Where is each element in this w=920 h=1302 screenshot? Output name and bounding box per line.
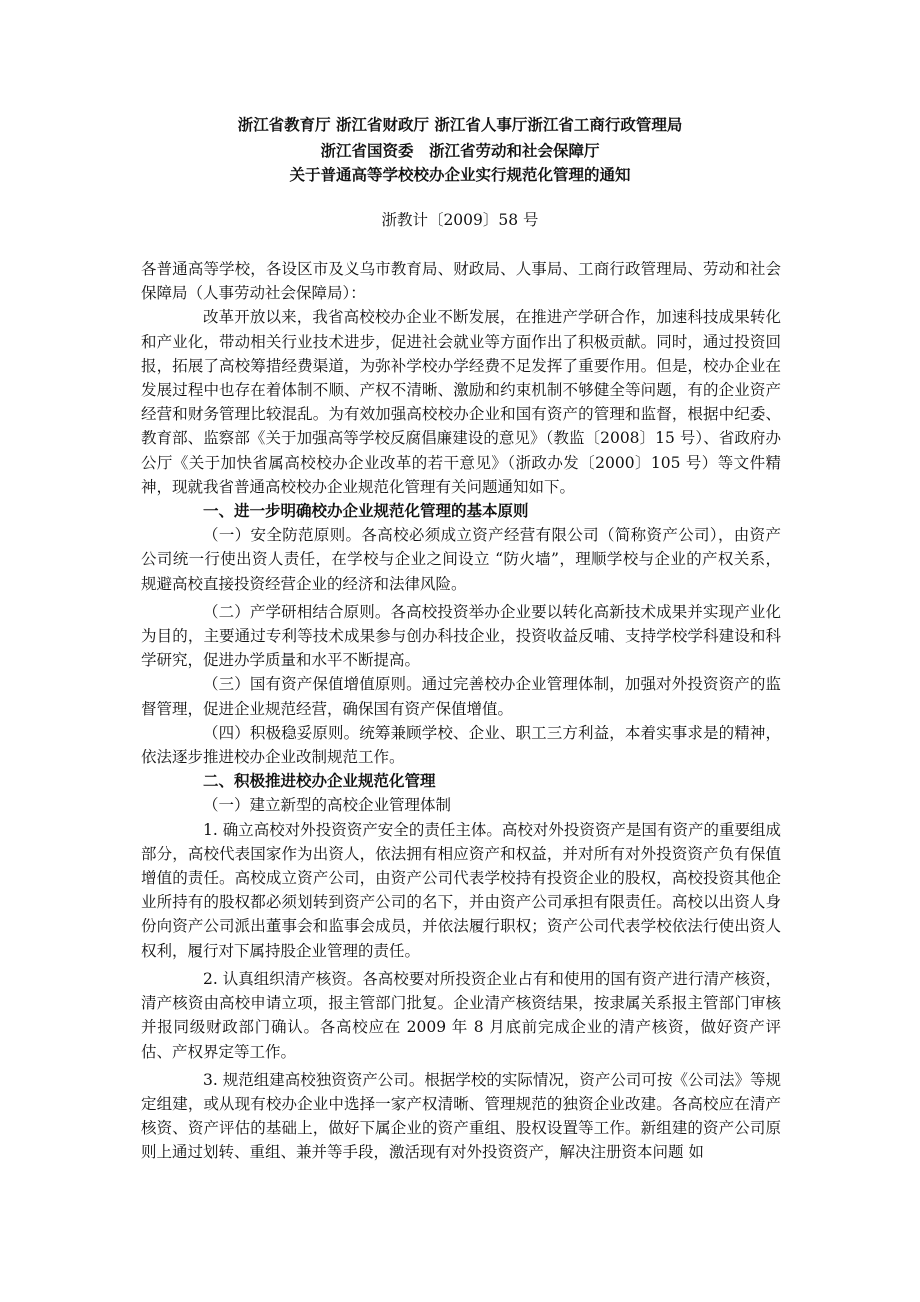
addressee: 各普通高等学校，各设区市及义乌市教育局、财政局、人事局、工商行政管理局、劳动和社会保障局（人事劳动社会保障局）： — [141, 260, 781, 303]
title-line-2: 浙江省国资委 浙江省劳动和社会保障厅 — [320, 141, 600, 160]
intro-paragraph: 改革开放以来，我省高校校办企业不断发展，在推进产学研合作，加速科技成果转化和产业化，带动相关行业技术进步，促进社会就业等方面作出了积极贡献。同时，通过投资回报，拓展了高校筹措经费渠道，为弥补学校办学经费不足发挥了重要作用。但是，校办企业在发展过程中也存在着体制不顺、产权不清晰、激励和约束机制不够健全等问题，有的企业资产经营和财务管理比较混乱。为有效加强高校校办企业和国有资产的管理和监督，根据中纪委、教育部、监察部《关于加强高等学校反腐倡廉建设的意见》（教监〔2008〕15 号）、省政府办公厅《关于加快省属高校校办企业改革的若干意见》（浙政办发〔2000〕105 号）等文件精神，现就我省普通高校校办企业规范化管理有关问题通知如下。 — [141, 308, 781, 496]
section-2-heading: 二、积极推进校办企业规范化管理 — [203, 771, 436, 791]
title-line-1: 浙江省教育厅 浙江省财政厅 浙江省人事厅浙江省工商行政管理局 — [237, 115, 683, 134]
document-body — [141, 257, 781, 1165]
section-1-heading: 一、进一步明确校办企业规范化管理的基本原则 — [203, 501, 529, 521]
item-2: 2. 认真组织清产核资。各高校要对所投资企业占有和使用的国有资产进行清产核资，清产核资由高校申请立项，报主管部门批复。企业清产核资结果，按隶属关系报主管部门审核并报同级财政部门确认。各高校应在 2009 年 8 月底前完成企业的清产核资，做好资产评估、产权界定等工作。 — [141, 969, 781, 1061]
title-line-3: 关于普通高等学校校办企业实行规范化管理的通知 — [289, 165, 631, 184]
document-number: 浙教计〔2009〕58 号 — [381, 211, 539, 229]
principle-1: （一）安全防范原则。各高校必须成立资产经营有限公司（简称资产公司），由资产公司统一行使出资人责任，在学校与企业之间设立 “防火墙”，理顺学校与企业的产权关系，规避高校直接投资经营企业的经济和法律风险。 — [141, 526, 781, 593]
principle-4: （四）积极稳妥原则。统筹兼顾学校、企业、职工三方利益，本着实事求是的精神，依法逐步推进校办企业改制规范工作。 — [141, 723, 781, 767]
principle-3: （三）国有资产保值增值原则。通过完善校办企业管理体制，加强对外投资资产的监督管理，促进企业规范经营，确保国有资产保值增值。 — [141, 675, 781, 718]
subsection-2-1-heading: （一）建立新型的高校企业管理体制 — [203, 796, 452, 815]
item-3: 3. 规范组建高校独资资产公司。根据学校的实际情况，资产公司可按《公司法》等规定组建，或从现有校办企业中选择一家产权清晰、管理规范的独资企业改建。各高校应在清产核资、资产评估的基础上，做好下属企业的资产重组、股权设置等工作。新组建的资产公司原则上通过划转、重组、兼并等手段，激活现有对外投资资产，解决注册资本问题 如 — [141, 1070, 781, 1162]
item-1: 1. 确立高校对外投资资产安全的责任主体。高校对外投资资产是国有资产的重要组成部分，高校代表国家作为出资人，依法拥有相应资产和权益，并对所有对外投资资产负有保值增值的责任。高校成立资产公司，由资产公司代表学校持有投资企业的股权，高校投资其他企业所持有的股权都必须划转到资产公司的名下，并由资产公司承担有限责任。高校以出资人身份向资产公司派出董事会和监事会成员，并依法履行职权；资产公司代表学校依法行使出资人权利，履行对下属持股企业管理的责任。 — [141, 820, 781, 960]
principle-2: （二）产学研相结合原则。各高校投资举办企业要以转化高新技术成果并实现产业化为目的，主要通过专利等技术成果参与创办科技企业，投资收益反哺、支持学校学科建设和科学研究，促进办学质量和水平不断提高。 — [141, 602, 781, 670]
